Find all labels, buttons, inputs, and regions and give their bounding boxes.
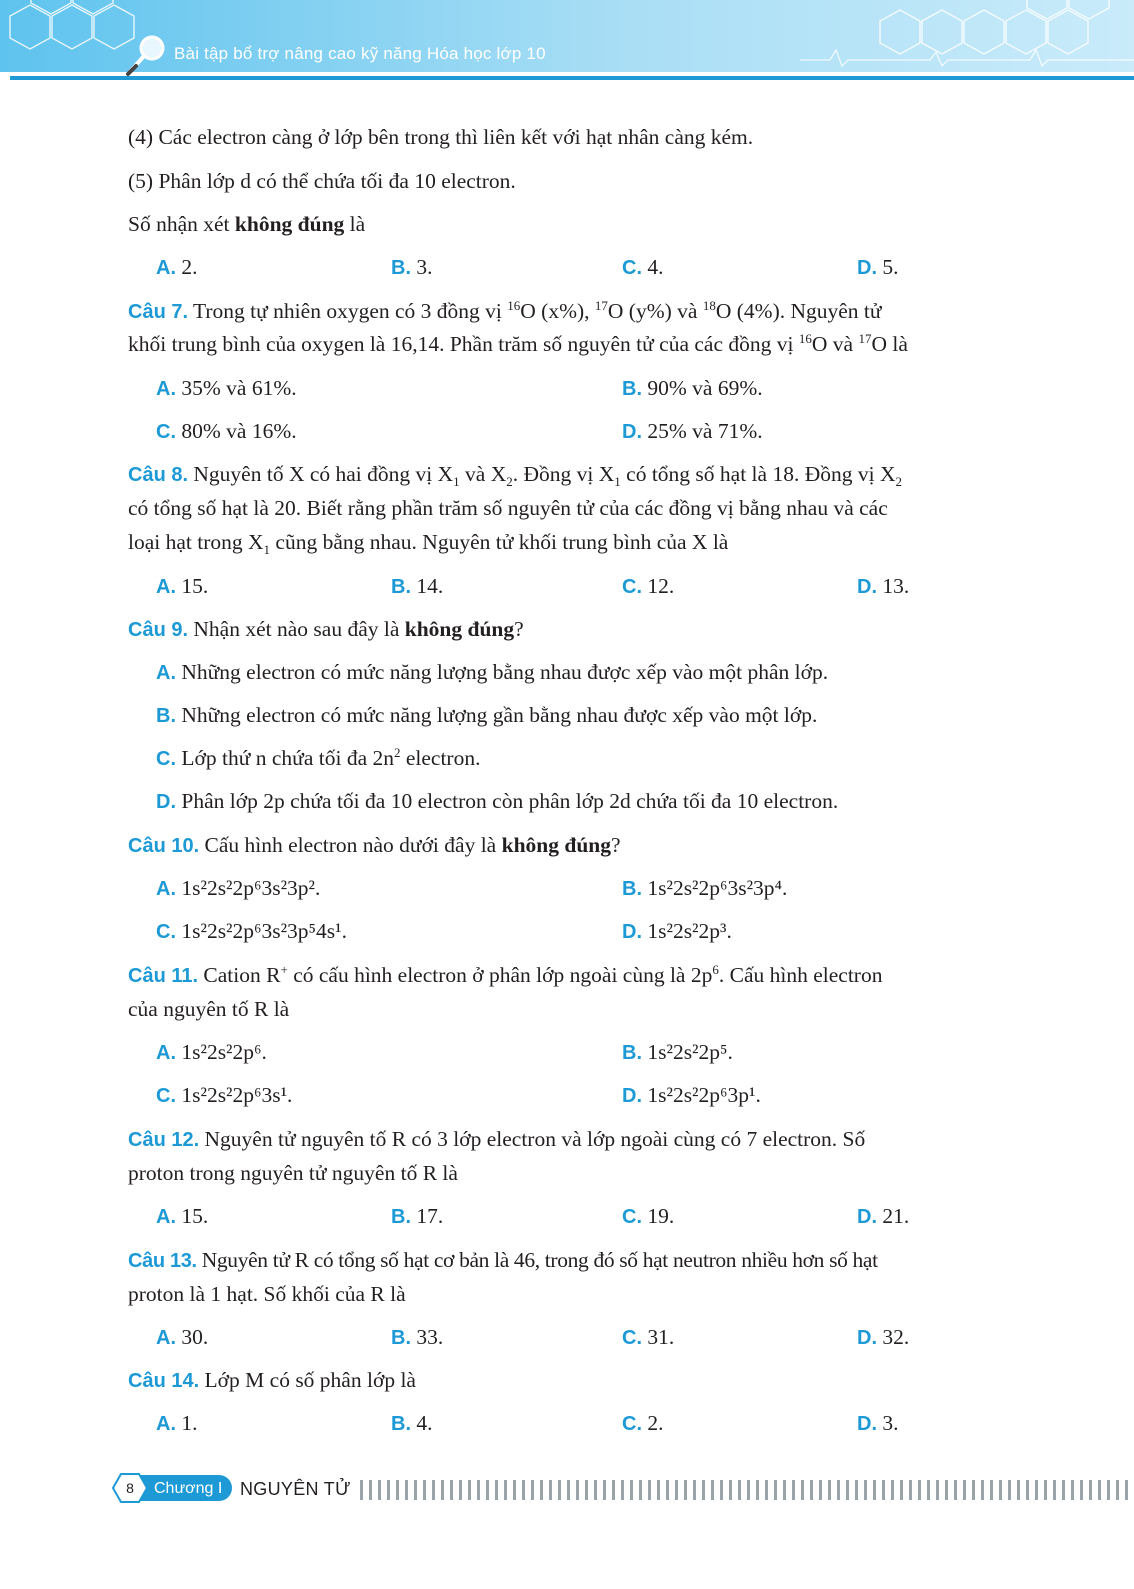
statement-5: (5) Phân lớp d có thể chứa tối đa 10 electron. [128, 169, 516, 193]
question-11-line-2: của nguyên tố R là [128, 997, 290, 1021]
question-14: Câu 14. Lớp M có số phân lớp là [128, 1368, 416, 1392]
q7-option-d[interactable]: D. 25% và 71%. [622, 419, 763, 443]
q14-option-b[interactable]: B. 4. [391, 1411, 433, 1435]
q12-option-a[interactable]: A. 15. [156, 1204, 209, 1228]
q9-option-c[interactable]: C. Lớp thứ n chứa tối đa $2n^2$ electron. [156, 745, 481, 770]
question-10: Câu 10. Cấu hình electron nào dưới đây là không đúng? [128, 833, 621, 857]
q10-option-a[interactable]: A. 1s²2s²2p⁶3s²3p². [156, 876, 321, 900]
q14-option-c[interactable]: C. 2. [622, 1411, 664, 1435]
q9-option-a[interactable]: A. Những electron có mức năng lượng bằng nhau được xếp vào một phân lớp. [156, 660, 829, 684]
q10-option-b[interactable]: B. 1s²2s²2p⁶3s²3p⁴. [622, 876, 788, 900]
question-12-line-1: Câu 12. Nguyên tử nguyên tố R có 3 lớp electron và lớp ngoài cùng có 7 electron. Số [128, 1127, 866, 1151]
q12-option-b[interactable]: B. 17. [391, 1204, 444, 1228]
page-number: 8 [126, 1480, 134, 1496]
q11-option-c[interactable]: C. 1s²2s²2p⁶3s¹. [156, 1083, 293, 1107]
q11-option-b[interactable]: B. 1s²2s²2p⁵. [622, 1040, 733, 1064]
question-11-line-1: Câu 11. Cation R+ có cấu hình electron ở phân lớp ngoài cùng là $2p^6$. Cấu hình electron [128, 962, 883, 987]
prev-option-c[interactable]: C. 4. [622, 255, 664, 279]
q14-option-d[interactable]: D. 3. [857, 1411, 899, 1435]
prev-question-ask: Số nhận xét không đúng là [128, 212, 366, 236]
question-8-line-2: có tổng số hạt là 20. Biết rằng phần trăm số nguyên tử của các đồng vị bằng nhau và các [128, 496, 888, 520]
q11-option-a[interactable]: A. 1s²2s²2p⁶. [156, 1040, 267, 1064]
q8-option-b[interactable]: B. 14. [391, 574, 444, 598]
page-header [0, 0, 1134, 86]
chapter-title: NGUYÊN TỬ [240, 1479, 351, 1499]
q13-option-b[interactable]: B. 33. [391, 1325, 444, 1349]
q10-option-d[interactable]: D. 1s²2s²2p³. [622, 919, 732, 943]
q14-option-a[interactable]: A. 1. [156, 1411, 198, 1435]
statement-4: (4) Các electron càng ở lớp bên trong thì liên kết với hạt nhân càng kém. [128, 125, 754, 149]
page-footer [0, 1470, 1134, 1510]
chapter-label: Chương I [154, 1480, 223, 1497]
prev-option-d[interactable]: D. 5. [857, 255, 899, 279]
q13-option-a[interactable]: A. 30. [156, 1325, 209, 1349]
question-8-line-3: loại hạt trong $X_1$ cũng bằng nhau. Nguyên tử khối trung bình của X là [128, 530, 729, 557]
q8-option-d[interactable]: D. 13. [857, 574, 910, 598]
header-banner [0, 0, 1134, 86]
footer-tick-bar [360, 1480, 1134, 1500]
q7-option-c[interactable]: C. 80% và 16%. [156, 419, 297, 443]
q9-option-b[interactable]: B. Những electron có mức năng lượng gần bằng nhau được xếp vào một lớp. [156, 703, 818, 727]
q7-option-a[interactable]: A. 35% và 61%. [156, 376, 297, 400]
question-12-line-2: proton trong nguyên tử nguyên tố R là [128, 1161, 458, 1185]
q13-option-c[interactable]: C. 31. [622, 1325, 675, 1349]
q7-option-b[interactable]: B. 90% và 69%. [622, 376, 763, 400]
question-13-line-2: proton là 1 hạt. Số khối của R là [128, 1282, 406, 1306]
q10-option-c[interactable]: C. 1s²2s²2p⁶3s²3p⁵4s¹. [156, 919, 347, 943]
question-8-line-1: Câu 8. Nguyên tố X có hai đồng vị $X_1$ và $X_2$. Đồng vị $X_1$ có tổng số hạt là 18. Đồng vị $X_2$ [128, 462, 902, 489]
question-7-line-2: khối trung bình của oxygen là 16,14. Phần trăm số nguyên tử của các đồng vị $^{16}$O và $^{17}$O là [128, 331, 908, 356]
question-13-line-1: Câu 13. Nguyên tử R có tổng số hạt cơ bản là 46, trong đó số hạt neutron nhiều hơn số hạt [128, 1248, 878, 1272]
q9-option-d[interactable]: D. Phân lớp 2p chứa tối đa 10 electron còn phân lớp 2d chứa tối đa 10 electron. [156, 789, 839, 813]
question-7-line-1: Câu 7. Trong tự nhiên oxygen có 3 đồng vị $^{16}$O (x%), $^{17}$O (y%) và $^{18}$O (4%). Nguyên tử [128, 298, 882, 323]
question-9: Câu 9. Nhận xét nào sau đây là không đúng? [128, 617, 524, 641]
q8-option-a[interactable]: A. 15. [156, 574, 209, 598]
prev-option-a[interactable]: A. 2. [156, 255, 198, 279]
q11-option-d[interactable]: D. 1s²2s²2p⁶3p¹. [622, 1083, 761, 1107]
q12-option-d[interactable]: D. 21. [857, 1204, 910, 1228]
prev-option-b[interactable]: B. 3. [391, 255, 433, 279]
header-title: Bài tập bổ trợ nâng cao kỹ năng Hóa học lớp 10 [174, 44, 546, 63]
q8-option-c[interactable]: C. 12. [622, 574, 675, 598]
q13-option-d[interactable]: D. 32. [857, 1325, 910, 1349]
q12-option-c[interactable]: C. 19. [622, 1204, 675, 1228]
